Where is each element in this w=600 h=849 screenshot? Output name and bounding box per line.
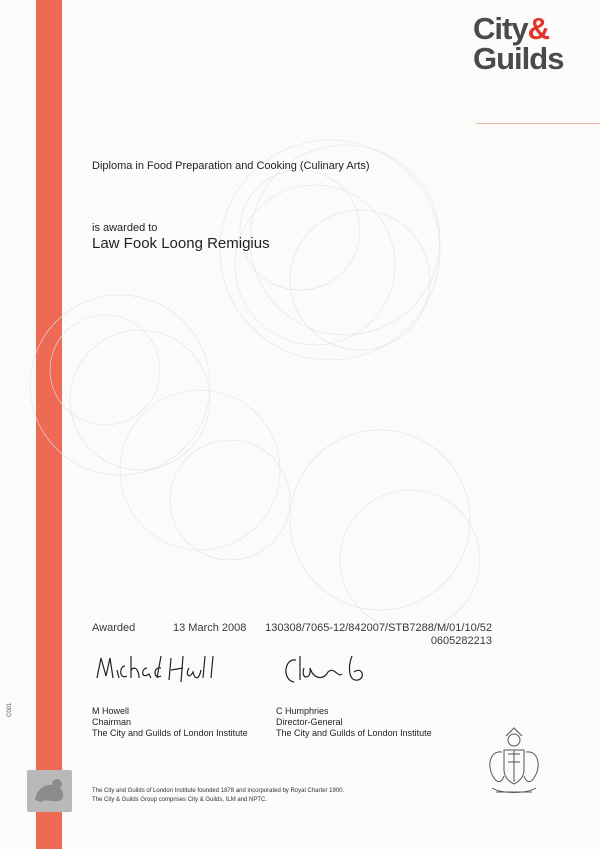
director-title: Director-General [276, 717, 343, 727]
qualification-title: Diploma in Food Preparation and Cooking (Culinary Arts) [92, 160, 370, 172]
footer-text [92, 787, 344, 805]
director-name: C Humphries [276, 706, 329, 716]
director-signature [278, 652, 368, 692]
reference-code: 130308/7065-12/842007/STB7288/M/01/10/52 [265, 622, 492, 634]
chairman-organisation: The City and Guilds of London Institute [92, 728, 248, 738]
chairman-title: Chairman [92, 717, 132, 727]
header-rule [476, 123, 600, 124]
chairman-block [92, 706, 248, 739]
chairman-signature [95, 652, 225, 690]
logo-ampersand: & [527, 11, 549, 46]
director-organisation: The City and Guilds of London Institute [276, 728, 432, 738]
recipient-name: Law Fook Loong Remigius [92, 235, 270, 252]
awarded-date: 13 March 2008 [173, 622, 247, 634]
awarded-label: Awarded [92, 622, 136, 634]
footer-line-2: The City & Guilds Group comprises City & Guilds, ILM and NPTC. [92, 797, 268, 803]
lion-hologram-icon [27, 770, 72, 812]
logo-city-text: City& [473, 11, 549, 46]
chairman-name: M Howell [92, 706, 130, 716]
footer-line-1: The City and Guilds of London Institute founded 1878 and incorporated by Royal Charter 1900. [92, 788, 345, 794]
certificate-number: 0605282213 [430, 635, 492, 647]
side-code: C001 [7, 702, 13, 717]
city-and-guilds-logo [470, 11, 580, 84]
awarded-to-label: is awarded to [92, 222, 158, 234]
logo-guilds-text: Guilds [473, 41, 564, 76]
hologram-seal [27, 770, 72, 812]
coat-of-arms-icon [472, 722, 556, 806]
director-block [276, 706, 432, 739]
decorative-stripe [36, 0, 62, 849]
